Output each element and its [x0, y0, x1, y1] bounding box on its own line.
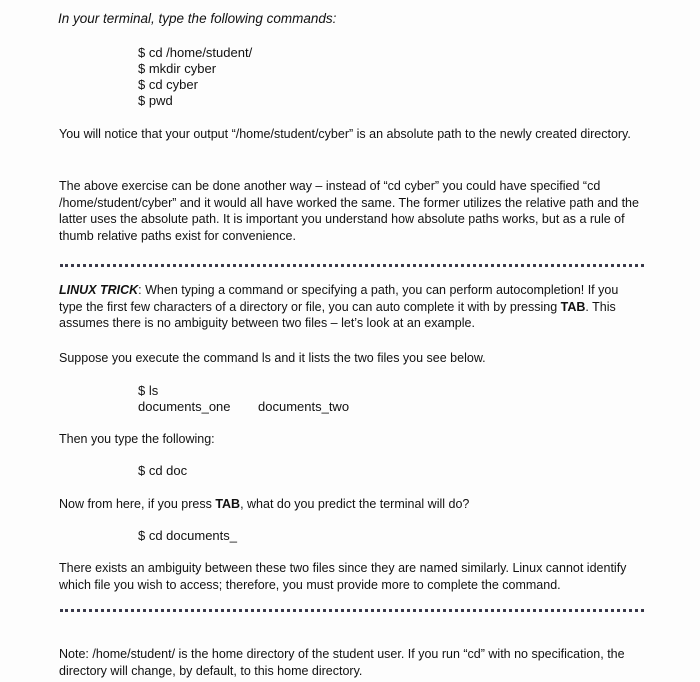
- tab-key-label-2: TAB: [215, 497, 241, 511]
- paragraph-absolute-path: You will notice that your output “/home/student/cyber” is an absolute path to the newly created directory.: [59, 127, 631, 141]
- then-type-paragraph: Then you type the following:: [59, 432, 215, 446]
- command-block-1: [138, 45, 252, 109]
- command-line: $ cd cyber: [138, 77, 198, 92]
- intro-instruction: In your terminal, type the following commands:: [58, 11, 337, 26]
- ls-output: [138, 399, 349, 415]
- tab-key-label: TAB: [560, 299, 586, 314]
- file-documents-one: documents_one: [138, 399, 231, 414]
- dotted-separator: [60, 264, 644, 267]
- predict-text: Now from here, if you press: [59, 497, 216, 511]
- dotted-separator-2: [60, 609, 644, 612]
- cd-doc-command: $ cd doc: [138, 463, 188, 478]
- command-line: $ pwd: [138, 93, 173, 108]
- predict-text-end: , what do you predict the terminal will do?: [240, 497, 470, 511]
- linux-trick-text-end: . This assumes there is no ambiguity between two files – let’s look at an example.: [59, 299, 616, 330]
- ambiguity-paragraph: There exists an ambiguity between these two files since they are named similarly. Linux cannot identify which file you wish to access; therefore, you must provide more to complete the command.: [59, 561, 627, 592]
- linux-trick-paragraph: [59, 282, 639, 332]
- predict-paragraph: [59, 496, 639, 513]
- file-documents-two: documents_two: [258, 399, 350, 414]
- note-paragraph: Note: /home/student/ is the home directory of the student user. If you run “cd” with no specification, the directory will change, by default, to this home directory.: [59, 647, 625, 678]
- command-line: $ mkdir cyber: [138, 61, 217, 76]
- ls-command: $ ls: [138, 383, 159, 398]
- cd-documents-command: $ cd documents_: [138, 528, 238, 543]
- command-line: $ cd /home/student/: [138, 45, 253, 60]
- suppose-paragraph: Suppose you execute the command ls and it lists the two files you see below.: [59, 351, 486, 365]
- paragraph-exercise: The above exercise can be done another way – instead of “cd cyber” you could have specified “cd /home/student/cyber” and it would all have worked the same. The former utilizes the relative path and the latter uses the absolute path. It is important you understand how absolute paths works, but as a rule of thumb relative paths exist for convenience.: [59, 179, 639, 243]
- linux-trick-text: : When typing a command or specifying a path, you can perform autocompletion! If you type the first few characters of a directory or file, you can auto complete it with by pressing: [59, 283, 619, 314]
- linux-trick-label: LINUX TRICK: [59, 283, 139, 297]
